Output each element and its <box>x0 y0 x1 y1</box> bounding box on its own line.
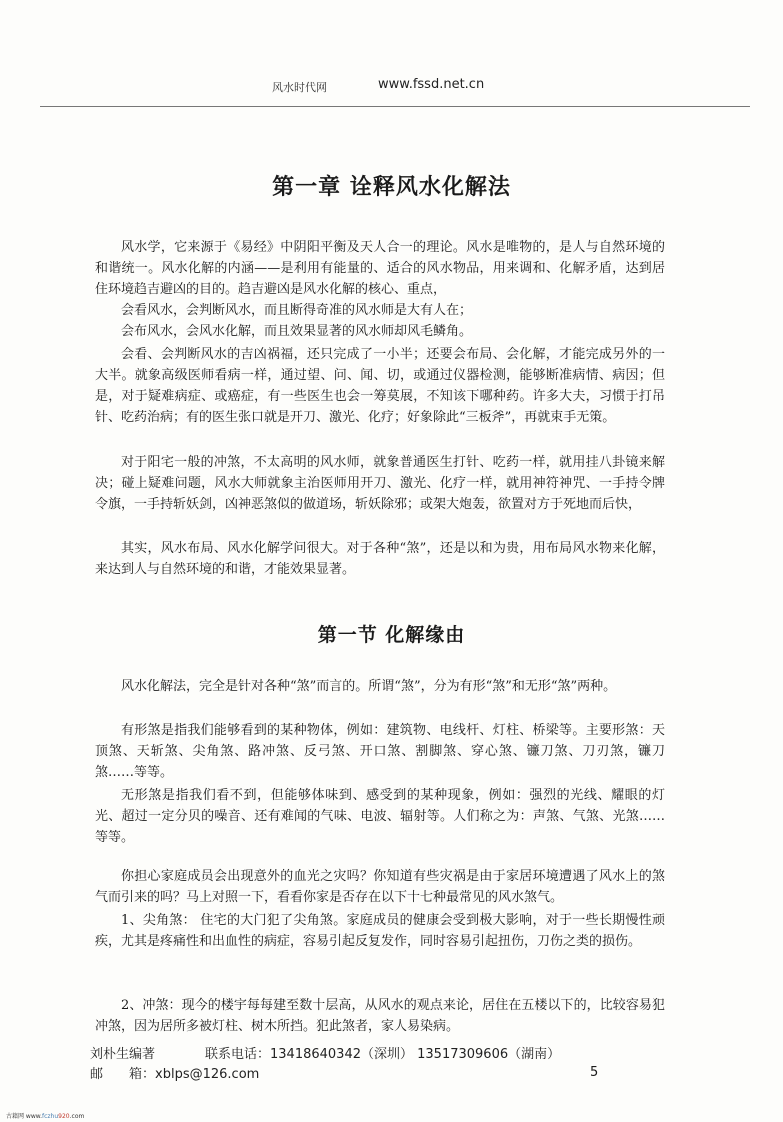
section-paragraph: 2、冲煞：现今的楼宇每每建至数十层高，从风水的观点来论，居住在五楼以下的，比较容易犯冲煞，因为居所多被灯柱、树木所挡。犯此煞者，家人易染病。 <box>95 998 665 1034</box>
section-title: 第一节 化解缘由 <box>317 624 466 646</box>
chapter-paragraph: 会看、会判断风水的吉凶祸福，还只完成了一小半；还要会布局、会化解，才能完成另外的一大半。就象高级医师看病一样，通过望、问、闻、切，或通过仪器检测，能够断准病情、病因；但是，对于疑难病症、或癌症，有一些医生也会一筹莫展，不知该下哪种药。许多大夫，习惯于打吊针、吃药治病；有的医生张口就是开刀、激光、化疗；好象除此“三板斧”，再就束手无策。 <box>95 347 665 425</box>
watermark <box>6 1111 84 1120</box>
section-paragraph: 你担心家庭成员会出现意外的血光之灾吗？你知道有些灾祸是由于家居环境遭遇了风水上的煞气而引来的吗？马上对照一下，看看你家是否存在以下十七种最常见的风水煞气。 <box>95 869 665 905</box>
section-paragraph: 风水化解法，完全是针对各种“煞”而言的。所谓“煞”，分为有形“煞”和无形“煞”两种。 <box>121 679 617 694</box>
footer-email-row <box>90 1063 259 1082</box>
chapter-paragraph: 对于阳宅一般的冲煞，不太高明的风水师，就象普通医生打针、吃药一样，就用挂八卦镜来解决；碰上疑难问题，风水大师就象主治医师用开刀、激光、化疗一样，就用神符神咒、一手持令牌令旗，一手持斩妖剑，凶神恶煞似的做道场，斩妖除邪；或架大炮轰，欲置对方于死地而后快， <box>95 455 665 512</box>
chapter-paragraph: 会看风水，会判断风水，而且断得奇准的风水师是大有人在； <box>121 303 473 318</box>
section-paragraph: 1、尖角煞： 住宅的大门犯了尖角煞。家庭成员的健康会受到极大影响，对于一些长期慢性顽疾，尤其是疼痛性和出血性的病症，容易引起反复发作，同时容易引起扭伤，刀伤之类的损伤。 <box>95 913 665 949</box>
footer-phone-label: 联系电话： <box>205 1047 271 1062</box>
watermark-domain: fczhu <box>42 1113 59 1120</box>
watermark-prefix: 古籍网 www. <box>6 1113 42 1120</box>
footer-email: xblps@126.com <box>155 1067 260 1082</box>
chapter-paragraph: 风水学，它来源于《易经》中阴阳平衡及天人合一的理论。风水是唯物的，是人与自然环境的和谐统一。风水化解的内涵——是利用有能量的、适合的风水物品，用来调和、化解矛盾，达到居住环境趋吉避凶的目的。趋吉避凶是风水化解的核心、重点， <box>95 240 665 297</box>
footer-contact <box>205 1043 560 1062</box>
header-site-name: 风水时代网 <box>272 81 327 94</box>
chapter-paragraph: 会布风水，会风水化解，而且效果显著的风水师却风毛鳞角。 <box>121 324 473 339</box>
watermark-number: 920 <box>58 1113 70 1120</box>
section-paragraph: 有形煞是指我们能够看到的某种物体，例如：建筑物、电线杆、灯柱、桥梁等。主要形煞：天顶煞、天斩煞、尖角煞、路冲煞、反弓煞、开口煞、割脚煞、穿心煞、镰刀煞、刀刃煞，镰刀煞……等等。 <box>95 723 665 780</box>
footer-phone-shenzhen: 13418640342（深圳） <box>270 1047 413 1062</box>
footer-author: 刘朴生编著 <box>90 1047 156 1062</box>
section-paragraph: 无形煞是指我们看不到，但能够体味到、感受到的某种现象，例如：强烈的光线、耀眼的灯光、超过一定分贝的噪音、还有难闻的气味、电波、辐射等。人们称之为：声煞、气煞、光煞……等等。 <box>95 788 665 845</box>
footer-email-label: 邮 箱： <box>90 1067 156 1082</box>
header-divider <box>40 106 750 107</box>
watermark-suffix: .com <box>69 1113 85 1120</box>
header-url: www.fssd.net.cn <box>378 77 485 92</box>
chapter-paragraph: 其实，风水布局、风水化解学问很大。对于各种“煞”，还是以和为贵，用布局风水物来化解，来达到人与自然环境的和谐，才能效果显著。 <box>95 541 665 577</box>
chapter-title: 第一章 诠释风水化解法 <box>272 175 511 200</box>
page-number: 5 <box>590 1065 599 1080</box>
footer-phone-hunan: 13517309606（湖南） <box>417 1047 561 1062</box>
